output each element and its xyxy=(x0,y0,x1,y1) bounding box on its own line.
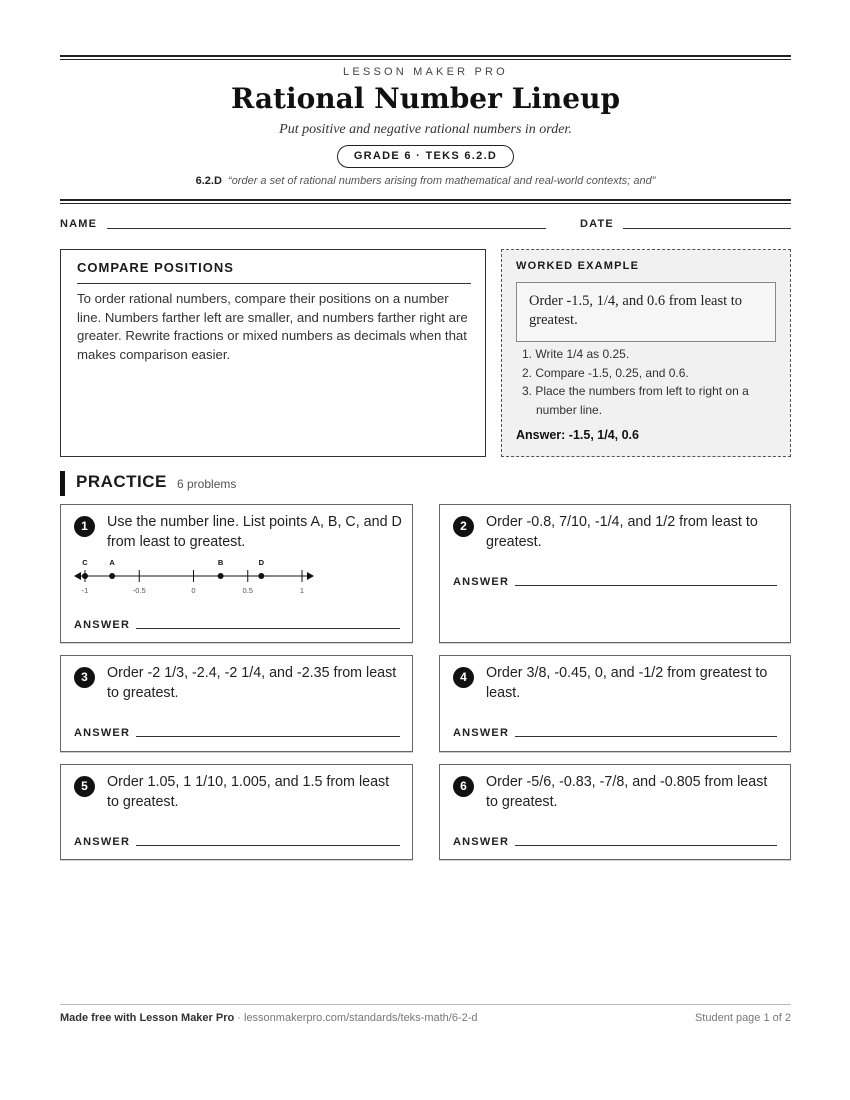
problem-number: 2 xyxy=(453,516,474,537)
answer-field-4[interactable] xyxy=(515,736,777,737)
number-line-tick-label: -1 xyxy=(81,586,89,595)
problem-card-4 xyxy=(439,655,791,752)
practice-accent-bar xyxy=(60,471,65,496)
answer-label: ANSWER xyxy=(453,576,510,588)
practice-count: 6 problems xyxy=(177,477,237,491)
worked-step: 3. Place the numbers from left to right on a number line. xyxy=(522,384,749,417)
number-line-point xyxy=(258,573,264,579)
number-line-point xyxy=(82,573,88,579)
answer-label: ANSWER xyxy=(74,727,131,739)
worked-example-box xyxy=(501,249,791,457)
worked-title: WORKED EXAMPLE xyxy=(516,260,640,272)
page-subtitle: Put positive and negative rational numbers in order. xyxy=(279,122,572,137)
worked-step: 2. Compare -1.5, 0.25, and 0.6. xyxy=(522,365,689,380)
problem-text: Order -0.8, 7/10, -1/4, and 1/2 from least to greatest. xyxy=(486,514,758,550)
worked-prompt: Order -1.5, 1/4, and 0.6 from least to greatest. xyxy=(516,282,776,342)
compare-positions-box xyxy=(60,249,486,457)
number-line xyxy=(73,557,318,602)
problem-text: Order -5/6, -0.83, -7/8, and -0.805 from least to greatest. xyxy=(486,774,768,810)
grade-badge: GRADE 6 · TEKS 6.2.D xyxy=(337,145,514,168)
name-label: NAME xyxy=(60,218,98,230)
standard-code: 6.2.D xyxy=(195,175,222,187)
date-field[interactable] xyxy=(623,228,791,229)
compare-divider xyxy=(77,283,471,284)
header-bottom-rule xyxy=(60,199,791,204)
answer-label: ANSWER xyxy=(74,619,131,631)
footer-page-number: Student page 1 of 2 xyxy=(694,1012,791,1024)
number-line-tick-label: -0.5 xyxy=(132,586,146,595)
worked-step: 1. Write 1/4 as 0.25. xyxy=(522,347,630,361)
answer-field-2[interactable] xyxy=(515,585,777,586)
number-line-tick-label: 0 xyxy=(191,586,196,595)
answer-label: ANSWER xyxy=(453,836,510,848)
compare-title: COMPARE POSITIONS xyxy=(77,260,234,275)
name-field[interactable] xyxy=(107,228,546,229)
number-line-point-label: D xyxy=(258,558,265,567)
problem-card-1 xyxy=(60,504,413,643)
footer-made: Made free with Lesson Maker Pro xyxy=(60,1012,235,1024)
problem-text: Order -2 1/3, -2.4, -2 1/4, and -2.35 from least to greatest. xyxy=(107,665,397,701)
number-line-left-arrow xyxy=(74,572,81,580)
problem-text: Order 3/8, -0.45, 0, and -1/2 from greatest to least. xyxy=(486,665,768,701)
problem-number: 6 xyxy=(453,776,474,797)
worked-steps xyxy=(516,345,778,419)
number-line-point xyxy=(109,573,115,579)
answer-label: ANSWER xyxy=(74,836,131,848)
answer-field-3[interactable] xyxy=(136,736,400,737)
problem-number: 5 xyxy=(74,776,95,797)
answer-label: ANSWER xyxy=(453,727,510,739)
problem-number: 4 xyxy=(453,667,474,688)
page-title: Rational Number Lineup xyxy=(230,82,621,115)
answer-field-5[interactable] xyxy=(136,845,400,846)
number-line-point xyxy=(218,573,224,579)
problem-text: Use the number line. List points A, B, C, and D from least to greatest. xyxy=(107,514,402,550)
problem-card-3 xyxy=(60,655,413,752)
problem-number: 1 xyxy=(74,516,95,537)
number-line-point-label: C xyxy=(82,558,88,567)
number-line-right-arrow xyxy=(307,572,314,580)
header-top-rule xyxy=(60,55,791,60)
problem-text: Order 1.05, 1 1/10, 1.005, and 1.5 from least to greatest. xyxy=(107,774,390,810)
standard-text: “order a set of rational numbers arising from mathematical and real-world contexts; and” xyxy=(228,175,656,187)
problem-card-2 xyxy=(439,504,791,643)
number-line-tick-label: 1 xyxy=(299,586,305,595)
standard-line xyxy=(60,175,791,187)
footer-rule xyxy=(60,1004,791,1005)
number-line-point-label: B xyxy=(217,558,224,567)
footer-url: · lessonmakerpro.com/standards/teks-math/6-2-d xyxy=(234,1012,478,1024)
compare-body: To order rational numbers, compare their positions on a number line. Numbers farther left are smaller, and numbers farther right are greater. Rewrite fractions or mixed numbers as decimals when that makes comparison easier. xyxy=(77,291,468,362)
worksheet-page xyxy=(60,0,791,1100)
brand-name: LESSON MAKER PRO xyxy=(343,66,508,78)
date-label: DATE xyxy=(580,218,614,230)
number-line-tick-label: 0.5 xyxy=(242,586,253,595)
answer-field-6[interactable] xyxy=(515,845,777,846)
practice-heading: PRACTICE xyxy=(76,472,167,491)
footer-credit xyxy=(60,1012,478,1024)
problem-card-6 xyxy=(439,764,791,860)
number-line-point-label: A xyxy=(109,558,115,567)
problem-number: 3 xyxy=(74,667,95,688)
worked-answer: Answer: -1.5, 1/4, 0.6 xyxy=(516,428,639,442)
answer-field-1[interactable] xyxy=(136,628,400,629)
problem-card-5 xyxy=(60,764,413,860)
